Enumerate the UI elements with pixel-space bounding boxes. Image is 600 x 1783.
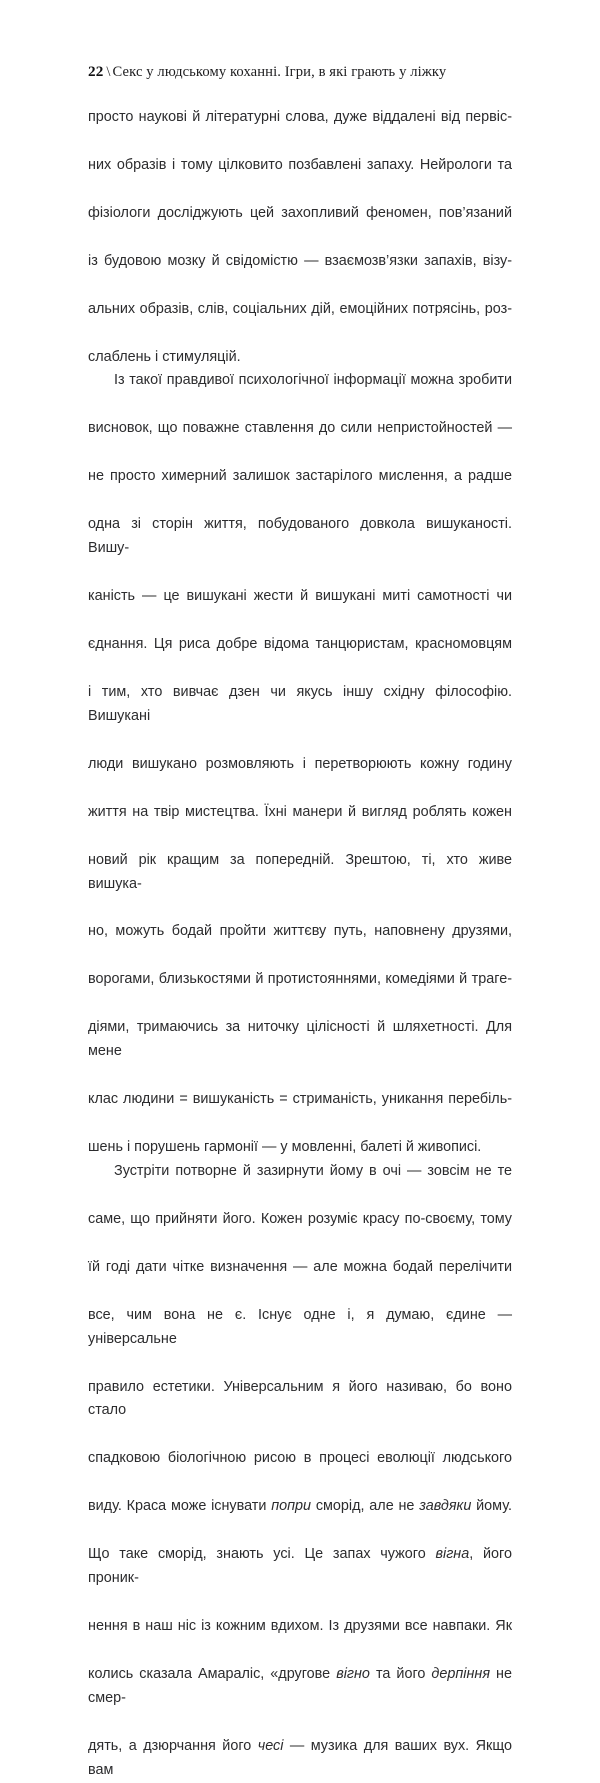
text-line bbox=[88, 513, 516, 585]
text-run: ворогами, близькостями й протистояннями, комедіями й траге- bbox=[88, 971, 512, 988]
paragraph bbox=[88, 1160, 517, 1783]
text-run: шень і порушень гармонії — у мовленні, балеті й живописі. bbox=[88, 1138, 482, 1155]
text-line bbox=[88, 753, 512, 801]
text-line bbox=[88, 633, 512, 681]
text-run: не смер- bbox=[88, 1665, 517, 1706]
running-head-separator: \ bbox=[106, 64, 111, 80]
text-run: сморід, але не bbox=[311, 1498, 420, 1515]
text-line bbox=[88, 1735, 516, 1783]
text-line bbox=[88, 1304, 516, 1376]
emphasis-text: завдяки bbox=[419, 1498, 472, 1515]
text-line bbox=[88, 1543, 516, 1615]
text-run: альних образів, слів, соціальних дій, емоційних потрясінь, роз- bbox=[88, 300, 512, 317]
text-line bbox=[88, 250, 512, 298]
text-line bbox=[88, 154, 512, 202]
text-line bbox=[88, 465, 512, 513]
text-line bbox=[88, 920, 512, 968]
text-line bbox=[88, 369, 512, 417]
text-run: новий рік кращим за попередній. Зрештою, ті, хто живе вишука- bbox=[88, 851, 516, 892]
page-number: 22 bbox=[88, 63, 104, 80]
text-run: фізіологи досліджують цей захопливий феномен, пов’язаний bbox=[88, 204, 512, 221]
text-run: одна зі сторін життя, побудованого довкола вишуканості. Вишу- bbox=[88, 516, 516, 557]
text-run: клас людини = вишуканість = стриманість, уникання перебіль- bbox=[88, 1091, 512, 1108]
text-line bbox=[88, 1256, 512, 1304]
text-run: йому. bbox=[471, 1498, 512, 1515]
text-run: саме, що прийняти його. Кожен розуміє красу по-своєму, тому bbox=[88, 1210, 512, 1227]
text-run: нення в наш ніс із кожним вдихом. Із друзями все навпаки. Як bbox=[88, 1618, 512, 1635]
text-run: висновок, що поважне ставлення до сили непристойностей — bbox=[88, 420, 512, 437]
emphasis-text: вігна bbox=[435, 1546, 470, 1563]
text-run: , його проник- bbox=[88, 1546, 516, 1587]
text-run: не просто химерний залишок застарілого мислення, а радше bbox=[88, 468, 512, 485]
body-text bbox=[88, 106, 517, 1783]
text-run: каність — це вишукані жести й вишукані миті самотності чи bbox=[88, 588, 512, 605]
text-line bbox=[88, 585, 512, 633]
text-run: дять, а дзюрчання його bbox=[88, 1737, 258, 1754]
text-line bbox=[88, 1615, 512, 1663]
text-run: єднання. Ця риса добре відома танцюристам, красномовцям bbox=[88, 635, 512, 652]
emphasis-text: вігно bbox=[336, 1665, 370, 1682]
text-run: все, чим вона не є. Існує одне і, я думаю, єдине — універсальне bbox=[88, 1306, 516, 1347]
running-head-title: Секс у людському коханні. Ігри, в які грають у ліжку bbox=[112, 64, 447, 80]
text-line bbox=[88, 801, 512, 849]
text-run: правило естетики. Універсальним я його називаю, бо воно стало bbox=[88, 1378, 516, 1419]
text-run: колись сказала Амараліс, «другове bbox=[88, 1665, 337, 1682]
text-run: Зустріти потворне й зазирнути йому в очі — зовсім не те bbox=[114, 1162, 512, 1179]
text-run: із будовою мозку й свідомістю — взаємозв’язки запахів, візу- bbox=[88, 252, 512, 269]
text-run: но, можуть бодай пройти життєву путь, наповнену друзями, bbox=[88, 923, 512, 940]
text-run: і тим, хто вивчає дзен чи якусь іншу східну філософію. Вишукані bbox=[88, 683, 516, 724]
text-run: Що таке сморід, знають усі. Це запах чужого bbox=[88, 1546, 436, 1563]
text-line bbox=[88, 1663, 517, 1735]
text-run: просто наукові й літературні слова, дуже віддалені від первіс- bbox=[88, 109, 512, 125]
paragraph bbox=[88, 369, 516, 1159]
text-run: та його bbox=[369, 1665, 432, 1682]
text-run: них образів і тому цілковито позбавлені запаху. Нейрологи та bbox=[88, 156, 512, 173]
text-run: люди вишукано розмовляють і перетворюють кожну годину bbox=[88, 755, 512, 772]
text-line bbox=[88, 346, 512, 370]
text-line bbox=[88, 1495, 512, 1543]
text-line bbox=[88, 106, 512, 154]
text-line bbox=[88, 1208, 512, 1256]
paragraph bbox=[88, 106, 512, 369]
text-line bbox=[88, 417, 512, 465]
running-head bbox=[88, 62, 512, 82]
emphasis-text: дерпіння bbox=[431, 1665, 491, 1682]
text-line bbox=[88, 1160, 512, 1208]
text-line bbox=[88, 1136, 512, 1160]
text-run: слаблень і стимуляцій. bbox=[88, 348, 241, 365]
text-run: діями, тримаючись за ниточку цілісності й шляхетності. Для мене bbox=[88, 1019, 516, 1060]
text-run: Із такої правдивої психологічної інформації можна зробити bbox=[114, 372, 512, 389]
text-run: виду. Краса може існувати bbox=[88, 1498, 272, 1515]
text-line bbox=[88, 1447, 512, 1495]
text-line bbox=[88, 1376, 516, 1448]
text-run: спадковою біологічною рисою в процесі еволюції людського bbox=[88, 1450, 512, 1467]
text-line bbox=[88, 1016, 516, 1088]
text-line bbox=[88, 968, 512, 1016]
text-line bbox=[88, 681, 516, 753]
text-run: їй годі дати чітке визначення — але можна бодай перелічити bbox=[88, 1258, 512, 1275]
text-line bbox=[88, 298, 512, 346]
emphasis-text: попри bbox=[271, 1498, 312, 1515]
text-line bbox=[88, 849, 516, 921]
text-line bbox=[88, 202, 512, 250]
emphasis-text: чесі bbox=[257, 1737, 284, 1754]
text-run: життя на твір мистецтва. Їхні манери й вигляд роблять кожен bbox=[88, 803, 512, 820]
text-run: — музика для ваших вух. Якщо вам bbox=[88, 1737, 516, 1778]
text-line bbox=[88, 1088, 512, 1136]
